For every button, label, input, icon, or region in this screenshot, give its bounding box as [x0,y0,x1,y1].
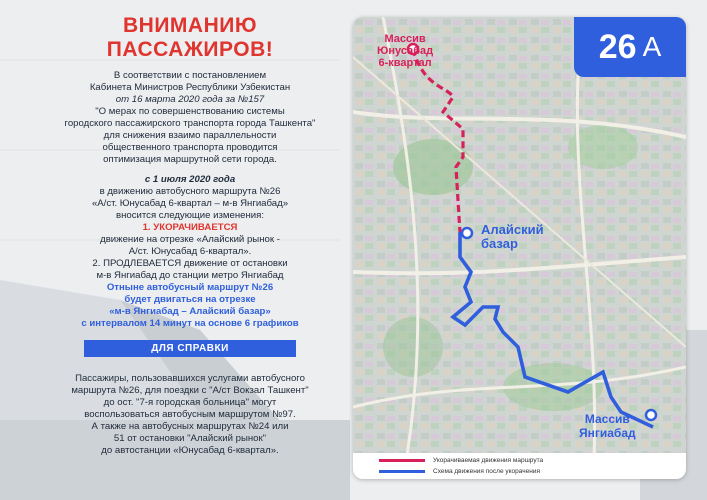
change-1-line: движение на отрезке «Алайский рынок - [100,234,280,245]
stop-label-line: Массив [584,412,630,426]
help-line: маршрута №26, для поездки с "А/ст Вокзал Ташкент" [71,385,309,396]
help-line: воспользоваться автобусным маршрутом №97. [84,409,296,420]
route-letter: А [642,31,662,62]
change-2-line: 2. ПРОДЛЕВАЕТСЯ движение от остановки [92,258,288,269]
help-line: А также на автобусных маршрутах №24 или [91,421,289,432]
purpose-line: оптимизация маршрутной сети города. [103,154,277,165]
decree-title-line: "О мерах по совершенствованию системы [95,106,285,117]
legend-item-new [379,468,540,475]
route-map[interactable] [353,17,686,479]
legend-red-line [379,459,425,462]
notice-headline [40,14,340,62]
stop-label-line: базар [481,236,518,251]
decree-line: Кабинета Министров Республики Узбекистан [89,82,291,93]
map-legend [353,453,686,479]
stop-label-line: Алайский [481,222,544,237]
stop-label-line: Янгиабад [579,426,636,440]
route-number: 26 [598,27,637,66]
legend-label: Схема движения после укорачения [433,468,540,475]
stop-label-alay-bazaar [481,223,544,251]
headline-line-2: ПАССАЖИРОВ! [106,38,274,61]
decree-title-line: городского пассажирского транспорта города Ташкента" [64,118,316,129]
purpose-line: общественного транспорта проводится [102,142,278,153]
stop-label-line: Юнусабад [377,45,434,57]
effective-date: с 1 июля 2020 года [144,174,236,185]
legend-label: Укорачиваемая движения маршрута [433,457,544,464]
decree-date: от 16 марта 2020 года за №157 [115,94,265,105]
stop-label-yangiabad [579,412,636,440]
change-1-line: А/ст. Юнусабад 6-квартал». [128,246,252,257]
change-2-line: м-в Янгиабад до станции метро Янгиабад [96,270,284,281]
highlight-line: будет двигаться на отрезке [124,294,256,305]
purpose-line: для снижения взаимо параллельности [103,130,277,141]
route-number-badge [574,17,686,77]
change-1-heading: 1. УКОРАЧИВАЕТСЯ [142,222,238,233]
decree-line: В соответствии с постановлением [113,70,267,81]
legend-blue-line [379,470,425,473]
notice-panel [40,14,340,457]
route-line: вносится следующие изменения: [115,210,265,221]
help-line: Пассажиры, пользовавшихся услугами автобусного [75,373,305,384]
stop-label-line: Массив [384,33,426,45]
help-heading-button[interactable]: ДЛЯ СПРАВКИ [84,340,296,357]
stop-label-yunusabad [377,33,433,69]
route-line: в движению автобусного маршрута №26 [99,186,281,197]
help-line: 51 от остановки "Алайский рынок" [113,433,267,444]
help-line: до ост. "7-я городская больница" могут [103,397,277,408]
legend-item-shortened [379,457,543,464]
highlight-line: «м-в Янгиабад – Алайский базар» [109,306,271,317]
stop-label-line: 6-квартал [378,57,432,69]
help-line: до автостанции «Юнусабад 6-квартал». [101,445,279,456]
highlight-line: с интервалом 14 минут на основе 6 графиков [81,318,299,329]
headline-line-1: ВНИМАНИЮ [123,14,257,37]
route-line: «А/ст. Юнусабад 6-квартал – м-в Янгиабад» [91,198,289,209]
highlight-line: Отныне автобусный маршрут №26 [106,282,274,293]
